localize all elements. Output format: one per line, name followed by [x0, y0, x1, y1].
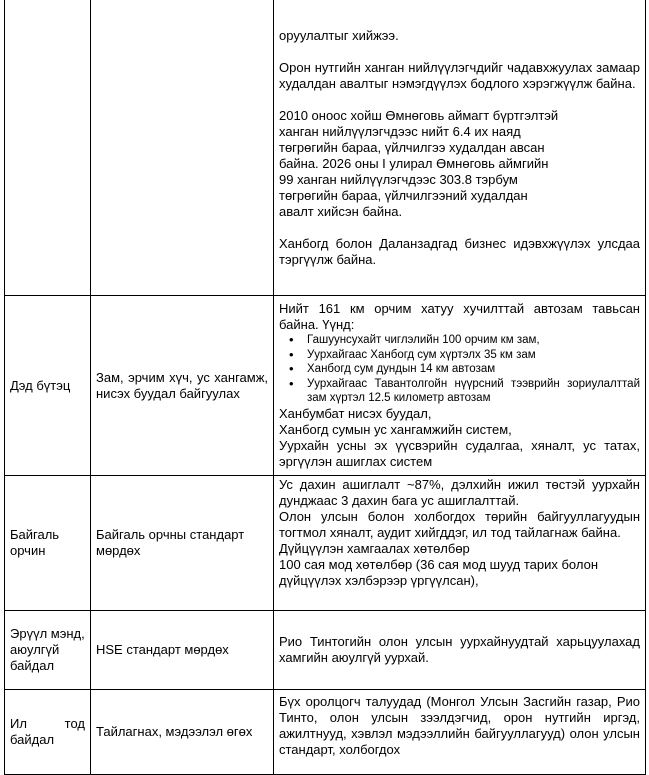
description-cell: Рио Тинтогийн олон улсын уурхайнуудтай харьцуулахад хамгийн аюулгүй уурхай. [274, 611, 646, 690]
paragraph: Ханбогд болон Даланзадгад бизнес идэвхжүүлэх улсдаа тэргүүлж байна. [279, 236, 640, 267]
category-cell: Дэд бүтэц [5, 296, 91, 476]
table-row [5, 0, 646, 296]
description-cell: Бүх оролцогч талуудад (Монгол Улсын Засгийн газар, Рио Тинто, олон улсын зээлдэгчид, орон нутгийн иргэд, ажилтнууд, хэвлэл мэдээллийн байгууллагууд) олон улсын стандарт, холбогдох [274, 690, 646, 775]
description-cell [274, 296, 646, 476]
bullet-list [279, 333, 640, 406]
line-text: Ханбумбат нисэх буудал, [279, 405, 432, 421]
line-text: Дүйцүүлэн хамгаалах хөтөлбөр [279, 541, 470, 556]
list-item: • Ханбогд сум дундын 14 км автозам [307, 362, 640, 377]
description-cell [274, 0, 646, 296]
table-row [5, 296, 646, 476]
line-text: 100 сая мод хөтөлбөр (36 сая мод шууд тарих болон дүйцүүлэх хэлбэрээр үргүүлсан), [279, 557, 599, 588]
paragraph: 2010 оноос хойш Өмнөговь аймагт бүртгэлтэй ханган нийлүүлэгчдээс нийт 6.4 их наяд төгрөгийн бараа, үйлчилгээ худалдан авсан байна. 2026 оны I улирал Өмнөговь аймгийн 99 ханган нийлүүлэгчдээс 303.8 тэрбум төгрөгийн бараа, үйлчилгээний худалдан авалт хийсэн байна. [279, 108, 559, 219]
subject-cell: Зам, эрчим хүч, ус хангамж, нисэх буудал байгуулах [91, 296, 274, 476]
table-row [5, 690, 646, 775]
paragraph: оруулалтыг хийжээ. [279, 28, 399, 43]
list-item: • Уурхайгаас Тавантолгойн нүүрсний тээврийн зориулалттай зам хүртэл 12.5 километр автозам [307, 377, 640, 406]
list-item: • Гашуунсухайт чиглэлийн 100 орчим км зам, [307, 333, 640, 348]
table-row [5, 611, 646, 690]
table-row [5, 476, 646, 611]
paragraph: Орон нутгийн ханган нийлүүлэгчдийг чадавхжуулах замаар худалдан авалтыг нэмэгдүүлэх бодлого хэрэгжүүлж байна. [279, 60, 640, 91]
category-cell: Эрүүл мэнд, аюулгүй байдал [5, 611, 91, 690]
subject-cell [91, 0, 274, 296]
subject-cell: Тайлагнах, мэдээлэл өгөх [91, 690, 274, 775]
category-cell: Байгаль орчин [5, 476, 91, 611]
line-text: Уурхайн усны эх үүсвэрийн судалгаа, хяналт, ус татах, эргүүлэн ашиглах систем [279, 437, 640, 469]
line-text: Ус дахин ашиглалт ~87%, дэлхийн ижил төстэй уурхайн дунджаас 3 дахин бага ус ашиглалттай. [279, 477, 640, 508]
description-cell [274, 476, 646, 611]
intro-text: Нийт 161 км орчим хатуу хучилттай автозам тавьсан байна. Үүнд: [279, 301, 640, 333]
line-text: Ханбогд сумын ус хангамжийн систем, [279, 421, 512, 437]
line-text: Олон улсын болон холбогдох төрийн байгууллагуудын тогтмол хяналт, аудит хийгддэг, ил тод тайлагнаж байна. [279, 509, 640, 540]
category-cell: Ил тод байдал [5, 690, 91, 775]
subject-cell: Байгаль орчны стандарт мөрдөх [91, 476, 274, 611]
category-cell [5, 0, 91, 296]
list-item: • Уурхайгаас Ханбогд сум хүртэлх 35 км зам [307, 348, 640, 363]
subject-cell: HSE стандарт мөрдөх [91, 611, 274, 690]
content-table [4, 0, 646, 775]
